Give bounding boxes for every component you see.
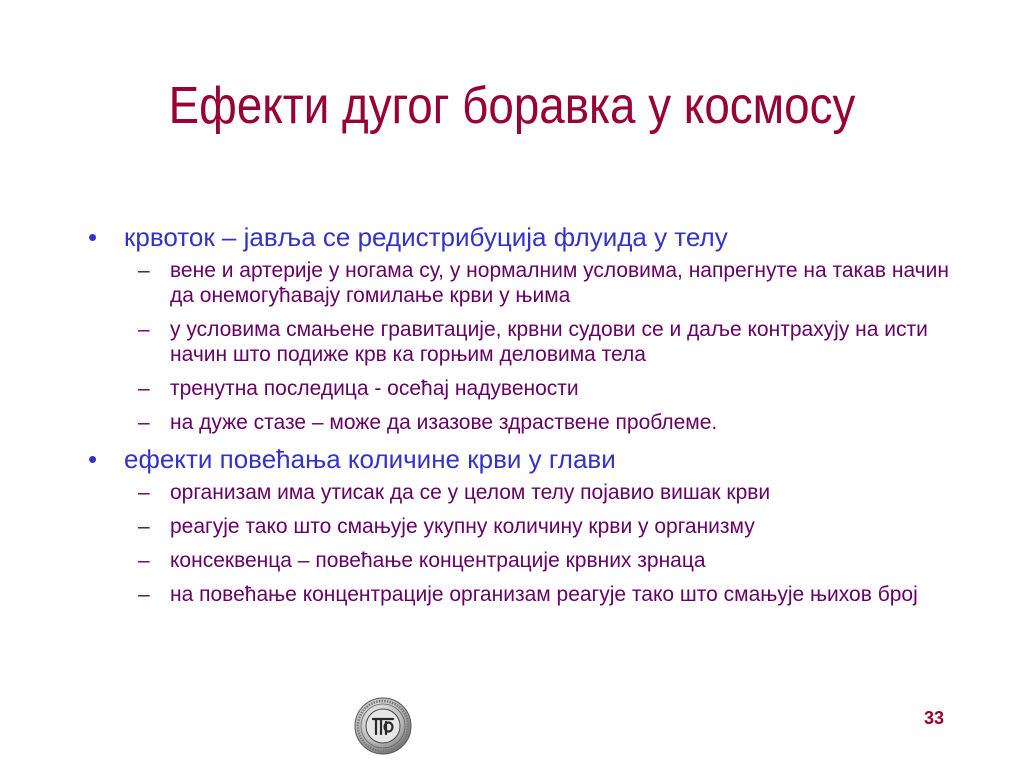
dash-icon: –	[138, 377, 150, 400]
sub-list	[88, 480, 968, 607]
faculty-seal-logo-icon	[354, 697, 412, 755]
bullet-text: крвоток – јавља се редистрибуција флуида у телу	[124, 222, 728, 252]
dash-icon: –	[138, 481, 150, 504]
dash-icon: –	[138, 549, 150, 572]
sub-item-text: у условима смањене гравитације, крвни судови се и даље контрахују на исти начин што подиже крв ка горњим деловима тела	[170, 318, 928, 366]
dash-icon: –	[138, 515, 150, 538]
sub-item-text: организам има утисак да се у целом телу појавио вишак крви	[170, 481, 771, 504]
sub-item-text: реагује тако што смањује укупну количину крви у организму	[170, 515, 755, 538]
sub-item-text: тренутна последица - осећај надувености	[170, 377, 579, 400]
sub-item	[88, 582, 968, 607]
bullet-icon: •	[88, 444, 98, 474]
sub-item	[88, 548, 968, 573]
sub-item	[88, 317, 968, 367]
sub-item	[88, 514, 968, 539]
bullet-icon: •	[88, 222, 98, 252]
sub-item	[88, 410, 968, 435]
dash-icon: –	[138, 411, 150, 434]
bullet-text: ефекти повећања количине крви у глави	[124, 444, 616, 474]
bullet-item	[88, 444, 968, 474]
sub-item-text: на дуже стазе – може да изазове здраствене проблеме.	[170, 411, 718, 434]
sub-item	[88, 258, 968, 308]
sub-item-text: вене и артерије у ногама су, у нормалним условима, напрегнуте на такав начин да онемогућавају гомилање крви у њима	[170, 259, 949, 307]
dash-icon: –	[138, 259, 150, 282]
sub-item-text: консеквенца – повећање концентрације крвних зрнаца	[170, 549, 706, 572]
sub-item	[88, 480, 968, 505]
sub-item	[88, 376, 968, 401]
dash-icon: –	[138, 318, 150, 341]
bullet-item	[88, 222, 968, 252]
slide-title: Ефекти дугог боравка у космосу	[168, 77, 856, 135]
sub-item-text: на повећање концентрације организам реагује тако што смањује њихов број	[170, 583, 918, 606]
slide-body	[88, 222, 968, 616]
dash-icon: –	[138, 583, 150, 606]
sub-list	[88, 258, 968, 435]
page-number: 33	[923, 708, 944, 728]
